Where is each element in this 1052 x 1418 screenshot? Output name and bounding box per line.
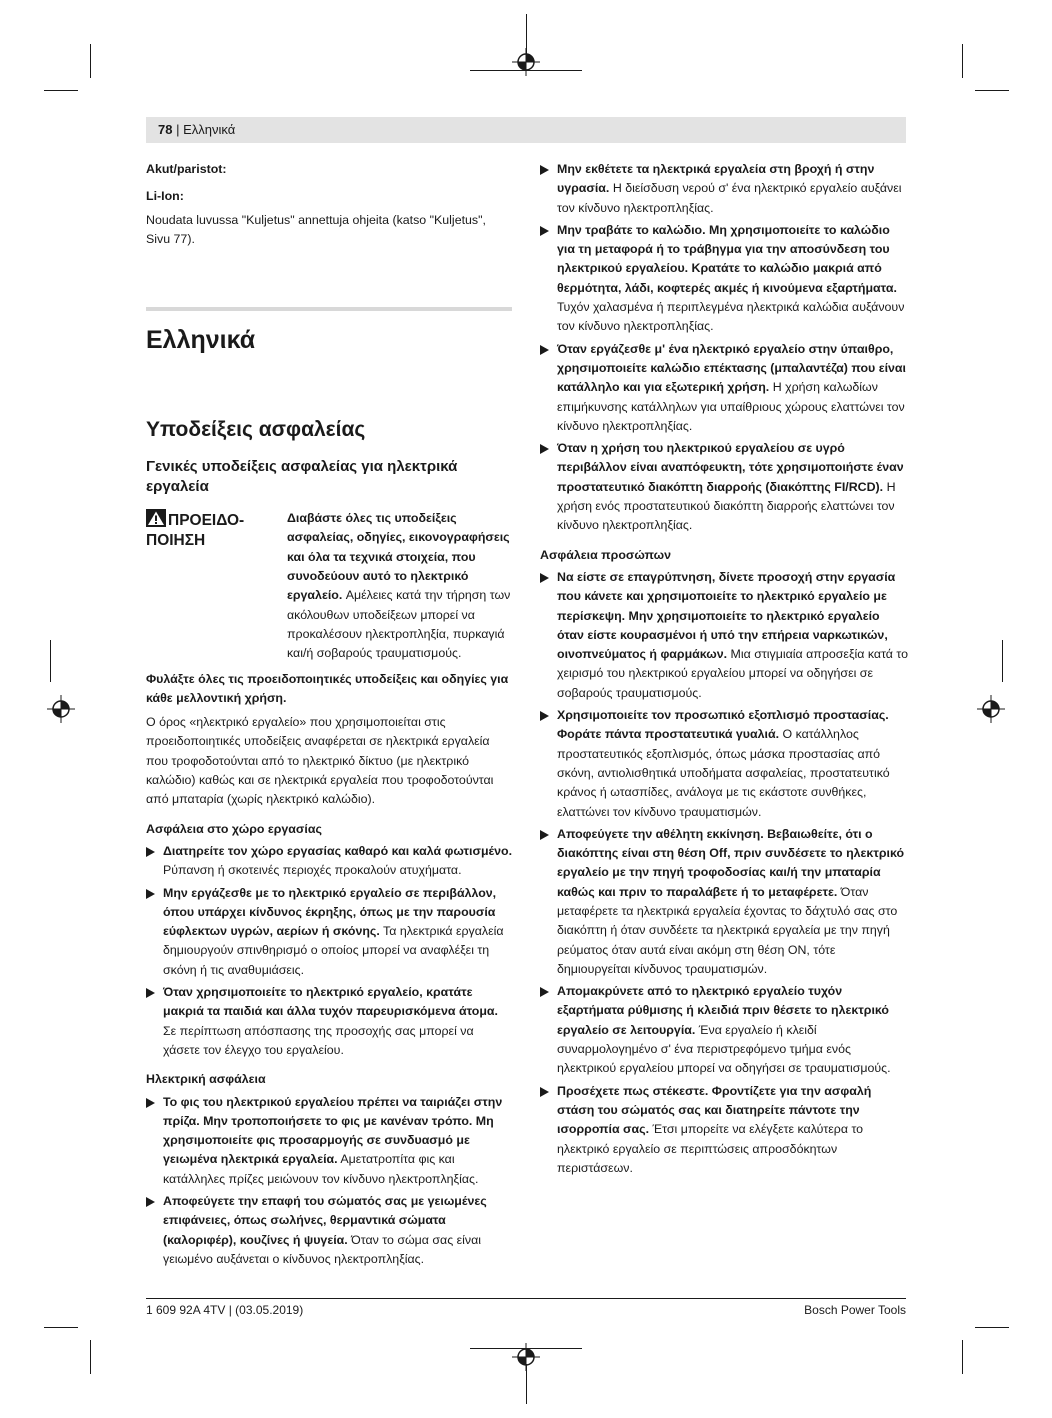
list-item: Μην εργάζεσθε με το ηλεκτρικό εργαλείο σε περιβάλλον, όπου υπάρχει κίνδυνος έκρηξης, όπως με την παρουσία εύφλεκτων υγρών, αερίων ή σκόνης. Τα ηλεκτρικά εργαλεία δημιουργούν σπινθηρισμό ο οποίος μπορεί να αναφλέξει τη σκόνη ή τις αναθυμιάσεις. <box>146 884 512 980</box>
keep-instructions: Φυλάξτε όλες τις προειδοποιητικές υποδείξεις και οδηγίες για κάθε μελλοντική χρήση. <box>146 671 509 705</box>
header-language: Ελληνικά <box>183 122 236 137</box>
list-item: Όταν η χρήση του ηλεκτρικού εργαλείου σε υγρό περιβάλλον είναι αναπόφευκτη, τότε χρησιμοποιήστε έναν προστατευτικό διακόπτη διαρροής (διακόπτης FI/RCD). Η χρήση ενός προστατευτικού διακόπτη διαρροής ελαττώνει τον κίνδυνο ηλεκτροπληξίας. <box>540 439 908 535</box>
page-number: 78 <box>158 122 173 137</box>
list-item: Απομακρύνετε από το ηλεκτρικό εργαλείο τυχόν εξαρτήματα ρύθμισης ή κλειδιά πριν θέσετε το ηλεκτρικό εργαλείο σε λειτουργία. Ένα εργαλείο ή κλειδί συναρμολογημένο σ' ένα περιστρεφόμενο τμήμα ενός ηλεκτρικού εργαλείου μπορεί να οδηγήσει σε τραυματισμούς. <box>540 982 908 1078</box>
bullet-arrow-icon <box>540 165 549 175</box>
crop-mark <box>975 90 1009 91</box>
list-item: Όταν χρησιμοποιείτε το ηλεκτρικό εργαλείο, κρατάτε μακριά τα παιδιά και άλλα τυχόν παρευρισκόμενα άτομα. Σε περίπτωση απόσπασης της προσοχής σας μπορεί να χάσετε τον έλεγχο του εργαλείου. <box>146 983 512 1060</box>
footer-divider <box>146 1298 906 1299</box>
page-header: 78 | Ελληνικά <box>146 117 906 143</box>
warning-triangle-icon <box>146 509 166 527</box>
bullet-arrow-icon <box>540 711 549 721</box>
prev-section-sub: Li-Ion: <box>146 189 184 204</box>
warning-bold-text: Διαβάστε όλες τις υποδείξεις ασφαλείας, οδηγίες, εικονογραφήσεις και όλα τα τεχνικά στοιχεία, που συνοδεύουν αυτό το ηλεκτρικό εργαλείο. <box>287 511 510 603</box>
crop-mark <box>1002 640 1003 682</box>
list-item: Μην τραβάτε το καλώδιο. Μη χρησιμοποιείτε το καλώδιο για τη μεταφορά ή το τράβηγμα για την αποσύνδεση του ηλεκτρικού εργαλείου. Κρατάτε το καλώδιο μακριά από θερμότητα, λάδι, κοφτερές ακμές ή κινούμενα εξαρτήματα. Τυχόν χαλασμένα ή περιπλεγμένα ηλεκτρικά καλώδια αυξάνουν τον κίνδυνο ηλεκτροπληξίας. <box>540 221 908 337</box>
warning-block <box>146 509 512 663</box>
bullet-arrow-icon <box>146 847 155 857</box>
term-definition: Ο όρος «ηλεκτρικό εργαλείο» που χρησιμοποιείται στις προειδοποιητικές υποδείξεις αναφέρεται σε ηλεκτρικά εργαλεία που τροφοδοτούνται από το ηλεκτρικό δίκτυο (με ηλεκτρικό καλώδιο) καθώς και σε ηλεκτρικά εργαλεία που τροφοδοτούνται από μπαταρία (χωρίς ηλεκτρικό καλώδιο). <box>146 715 494 807</box>
section-title: Υποδείξεις ασφαλείας <box>146 418 366 442</box>
workplace-heading: Ασφάλεια στο χώρο εργασίας <box>146 821 322 836</box>
page-title: Ελληνικά <box>146 326 256 355</box>
warning-label-text: ΠΡΟΕΙΔΟ-ΠΟΙΗΣΗ <box>146 512 245 550</box>
bullet-arrow-icon <box>146 889 155 899</box>
registration-mark-icon <box>47 695 75 723</box>
crop-mark <box>90 44 91 78</box>
bullet-arrow-icon <box>540 1087 549 1097</box>
crop-mark <box>44 90 78 91</box>
personal-heading: Ασφάλεια προσώπων <box>540 547 671 562</box>
crop-mark <box>50 640 51 682</box>
right-column <box>540 160 908 1181</box>
crop-mark <box>962 1340 963 1374</box>
bullet-arrow-icon <box>540 444 549 454</box>
list-item: Αποφεύγετε την επαφή του σώματός σας με γειωμένες επιφάνειες, όπως σωλήνες, θερμαντικά σώματα (καλοριφέρ), κουζίνες ή ψυγεία. Όταν το σώμα σας είναι γειωμένο αυξάνεται ο κίνδυνος ηλεκτροπληξίας. <box>146 1192 512 1269</box>
subsection-title: Γενικές υποδείξεις ασφαλείας για ηλεκτρικά εργαλεία <box>146 458 458 496</box>
crop-mark <box>975 1327 1009 1328</box>
footer-doc-id: 1 609 92A 4TV | (03.05.2019) <box>146 1303 304 1317</box>
section-divider <box>146 307 512 311</box>
bullet-arrow-icon <box>146 1098 155 1108</box>
list-item: Όταν εργάζεσθε μ' ένα ηλεκτρικό εργαλείο στην ύπαιθρο, χρησιμοποιείτε καλώδιο επέκτασης (μπαλαντέζα) που είναι κατάλληλο και για εξωτερική χρήση. Η χρήση καλωδίων επιμήκυνσης κατάλληλων για υπαίθριους χώρους ελαττώνει τον κίνδυνο ηλεκτροπληξίας. <box>540 340 908 436</box>
registration-mark-icon <box>512 1343 540 1371</box>
registration-mark-icon <box>977 695 1005 723</box>
left-column <box>146 160 512 1272</box>
registration-mark-icon <box>512 48 540 76</box>
list-item: Προσέχετε πως στέκεστε. Φροντίζετε για την ασφαλή στάση του σώματός σας και διατηρείτε πάντοτε την ισορροπία σας. Έτσι μπορείτε να ελέγξετε καλύτερα το ηλεκτρικό εργαλείο σε περιπτώσεις απροσδόκητων περιστάσεων. <box>540 1082 908 1178</box>
list-item: Μην εκθέτετε τα ηλεκτρικά εργαλεία στη βροχή ή στην υγρασία. Η διείσδυση νερού σ' ένα ηλεκτρικό εργαλείο αυξάνει τον κίνδυνο ηλεκτροπληξίας. <box>540 160 908 218</box>
crop-mark <box>44 1327 78 1328</box>
prev-section-text: Noudata luvussa "Kuljetus" annettuja ohjeita (katso "Kuljetus", Sivu 77). <box>146 212 486 246</box>
bullet-arrow-icon <box>146 1197 155 1207</box>
list-item: Να είστε σε επαγρύπνηση, δίνετε προσοχή στην εργασία που κάνετε και χρησιμοποιείτε το ηλεκτρικό εργαλείο με περίσκεψη. Μην χρησιμοποιείτε το ηλεκτρικό εργαλείο όταν είστε κουρασμένοι ή υπό την επήρεια ναρκωτικών, οινοπνεύματος ή φαρμάκων. Μια στιγμιαία απροσεξία κατά το χειρισμό του ηλεκτρικού εργαλείου μπορεί να οδηγήσει σε σοβαρούς τραυματισμούς. <box>540 568 908 703</box>
bullet-arrow-icon <box>540 830 549 840</box>
electrical-heading: Ηλεκτρική ασφάλεια <box>146 1072 266 1087</box>
crop-mark <box>90 1340 91 1374</box>
bullet-arrow-icon <box>540 573 549 583</box>
prev-section-heading: Akut/paristot: <box>146 162 227 176</box>
list-item: Χρησιμοποιείτε τον προσωπικό εξοπλισμό προστασίας. Φοράτε πάντα προστατευτικά γυαλιά. Ο κατάλληλος προστατευτικός εξοπλισμός, όπως μάσκα προστασίας από σκόνη, αντιολισθητικά υποδήματα ασφαλείας, προστατευτικό κράνος ή ωτασπίδες, ανάλογα με τις εκάστοτε συνθήκες, ελαττώνει τον κίνδυνο τραυματισμών. <box>540 706 908 822</box>
warning-label <box>146 509 276 551</box>
warning-text: Αμέλειες κατά την τήρηση των ακόλουθων υποδείξεων μπορεί να προκαλέσουν ηλεκτροπληξία, πυρκαγιά και/ή σοβαρούς τραυματισμούς. <box>287 588 511 661</box>
crop-mark <box>962 44 963 78</box>
list-item: Διατηρείτε τον χώρο εργασίας καθαρό και καλά φωτισμένο. Ρύπανση ή σκοτεινές περιοχές προκαλούν ατυχήματα. <box>146 842 512 881</box>
list-item: Αποφεύγετε την αθέλητη εκκίνηση. Βεβαιωθείτε, ότι ο διακόπτης είναι στη θέση Off, πριν συνδέσετε το ηλεκτρικό εργαλείο με την πηγή τροφοδοσίας και/ή την μπαταρία καθώς και πριν το παραλάβετε ή το μεταφέρετε. Όταν μεταφέρετε τα ηλεκτρικά εργαλεία έχοντας το δάχτυλό σας στο διακόπτη ή όταν συνδέετε τα ηλεκτρικά εργαλεία με την πηγή ρεύματος όταν αυτά είναι ακόμη στη θέση ON, τότε δημιουργείται κίνδυνος τραυματισμών. <box>540 825 908 979</box>
bullet-arrow-icon <box>146 988 155 998</box>
bullet-arrow-icon <box>540 987 549 997</box>
list-item: Το φις του ηλεκτρικού εργαλείου πρέπει να ταιριάζει στην πρίζα. Μην τροποποιήσετε το φις με κανέναν τρόπο. Μη χρησιμοποιείτε φις προσαρμογής σε συνδυασμό με γειωμένα ηλεκτρικά εργαλεία. Αμετατροπίτα φις και κατάλληλες πρίζες μειώνουν τον κίνδυνο ηλεκτροπληξίας. <box>146 1093 512 1189</box>
footer-brand: Bosch Power Tools <box>804 1303 906 1317</box>
bullet-arrow-icon <box>540 345 549 355</box>
bullet-arrow-icon <box>540 226 549 236</box>
